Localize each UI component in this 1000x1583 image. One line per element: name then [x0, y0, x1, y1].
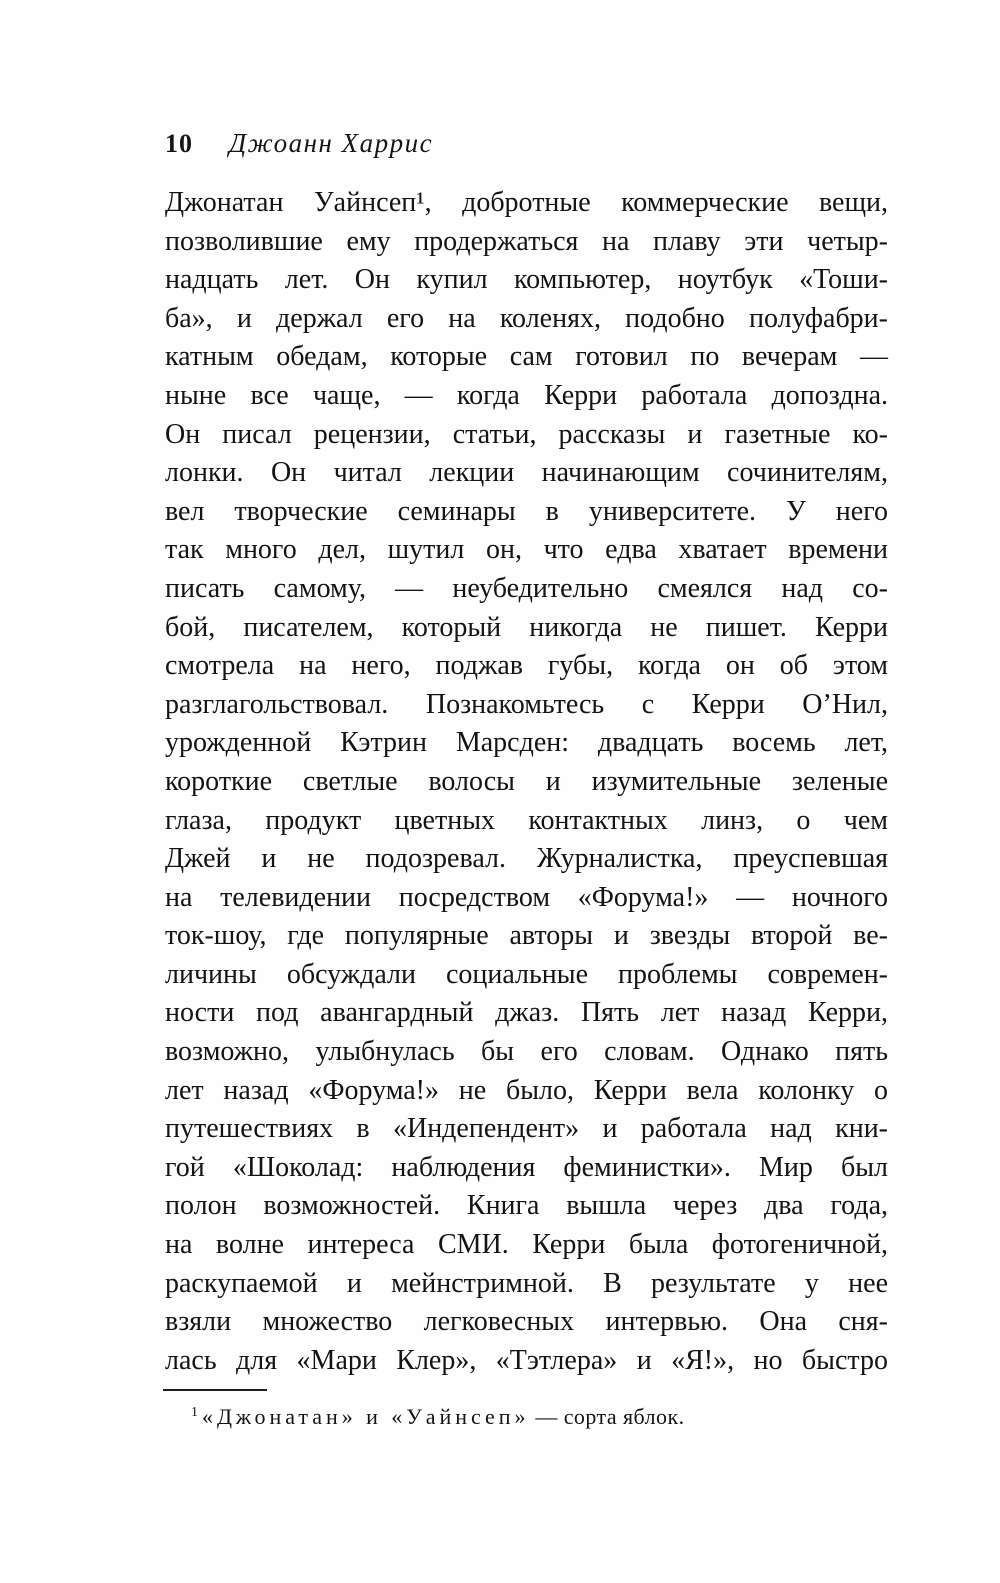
- text-line: смотрела на него, поджав губы, когда он об этом: [165, 650, 888, 682]
- text-line: на телевидении посредством «Форума!» — ночного: [165, 881, 888, 913]
- page-number: 10: [165, 129, 193, 158]
- text-line: надцать лет. Он купил компьютер, ноутбук «Тоши-: [165, 264, 888, 296]
- text-line: позволившие ему продержаться на плаву эти четыр-: [165, 225, 888, 257]
- text-line: катным обедам, которые сам готовил по вечерам —: [165, 341, 888, 373]
- text-line: лет назад «Форума!» не было, Керри вела колонку о: [165, 1074, 888, 1106]
- text-line: урожденной Кэтрин Марсден: двадцать восемь лет,: [165, 727, 888, 759]
- text-line: полон возможностей. Книга вышла через два года,: [165, 1190, 888, 1222]
- text-line: взяли множество легковесных интервью. Она сня-: [165, 1306, 888, 1338]
- text-line: ток-шоу, где популярные авторы и звезды второй ве-: [165, 920, 888, 952]
- text-line: раскупаемой и мейнстримной. В результате у нее: [165, 1267, 888, 1299]
- text-line: ба», и держал его на коленях, подобно полуфабри-: [165, 302, 888, 334]
- text-line: Он писал рецензии, статьи, рассказы и газетные ко-: [165, 418, 888, 450]
- footnote-spaced-text: «Джонатан» и «Уайнсеп»: [202, 1404, 530, 1429]
- text-line: личины обсуждали социальные проблемы современ-: [165, 958, 888, 990]
- running-title: Джоанн Харрис: [229, 128, 434, 158]
- running-head: [165, 128, 433, 159]
- text-line: лонки. Он читал лекции начинающим сочинителям,: [165, 457, 888, 489]
- text-line: глаза, продукт цветных контактных линз, о чем: [165, 804, 888, 836]
- text-line: лась для «Мари Клер», «Тэтлера» и «Я!», но быстро: [165, 1344, 888, 1376]
- footnote-rest-text: — сорта яблок.: [529, 1404, 685, 1429]
- text-line: на волне интереса СМИ. Керри была фотогеничной,: [165, 1229, 888, 1261]
- text-line: путешествиях в «Индепендент» и работала над кни-: [165, 1113, 888, 1145]
- body-text: [165, 184, 888, 1380]
- footnote-marker: 1: [191, 1404, 198, 1420]
- text-line: Джонатан Уайнсеп¹, добротные коммерческие вещи,: [165, 187, 888, 218]
- footnote-separator: [163, 1389, 267, 1391]
- text-line: вел творческие семинары в университете. У него: [165, 495, 888, 527]
- text-line: Джей и не подозревал. Журналистка, преуспевшая: [165, 843, 888, 875]
- text-line: разглагольствовал. Познакомьтесь с Керри О’Нил,: [165, 688, 888, 720]
- footnote: [165, 1401, 888, 1433]
- text-line: писать самому, — неубедительно смеялся над со-: [165, 572, 888, 604]
- text-line: бой, писателем, который никогда не пишет. Керри: [165, 611, 888, 643]
- text-line: возможно, улыбнулась бы его словам. Однако пять: [165, 1036, 888, 1068]
- text-line: так много дел, шутил он, что едва хватает времени: [165, 534, 888, 566]
- text-line: гой «Шоколад: наблюдения феминистки». Мир был: [165, 1151, 888, 1183]
- text-line: ныне все чаще, — когда Керри работала допоздна.: [165, 379, 888, 411]
- text-line: ности под авангардный джаз. Пять лет назад Керри,: [165, 997, 888, 1029]
- text-line: короткие светлые волосы и изумительные зеленые: [165, 765, 888, 797]
